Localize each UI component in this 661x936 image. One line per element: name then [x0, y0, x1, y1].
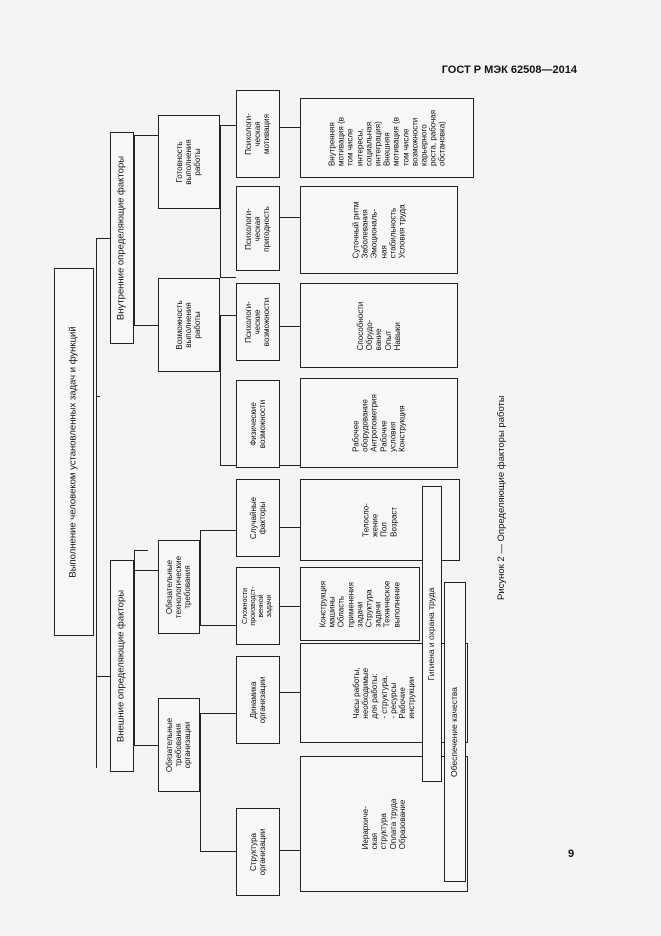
readiness-box: Готовность выполнения работы: [158, 115, 220, 209]
psy-abilities-details-box: Способности Обрудо- вание Опыт Навыки: [300, 283, 458, 368]
figure-caption: Рисунок 2 — Определяющие факторы работы: [496, 395, 507, 600]
internal-factors-box: Внутренние определяющие факторы: [110, 132, 134, 344]
hygiene-bar: Гигиена и охрана труда: [422, 486, 442, 782]
physical-details-box: Рабочее оборудование Антропометрия Рабочие условия Конструкция: [300, 378, 458, 468]
org-requirements-box: Обязательные требования организации: [158, 698, 200, 792]
structure-box: Структура организации: [236, 808, 280, 896]
complexity-details-box: Конструкция машины Область применения задачи Структура задачи Техническое выполнение: [300, 567, 420, 641]
structure-details-box: Иерархиче- ская структура Оплата труда Образование: [300, 756, 468, 892]
random-factors-box: Случайные факторы: [236, 479, 280, 557]
factors-diagram: [40, 60, 490, 890]
dynamics-box: Динамика организации: [236, 656, 280, 744]
quality-bar: Обеспечение качества: [444, 582, 466, 882]
psy-abilities-box: Психологи- ческие возможности: [236, 283, 280, 361]
dynamics-details-box: Часы работы, необходимые для работы: - структура, - ресурсы Рабочие инструкции: [300, 643, 468, 743]
psy-motivation-box: Психологи- ческая мотивация: [236, 90, 280, 178]
random-details-box: Телосло- жение Пол Возраст: [300, 479, 460, 561]
psy-fitness-details-box: Суточный ритм Заболевания Эмоциональ- ная стабильность Условия труда: [300, 186, 458, 274]
ability-box: Возможность выполнения работы: [158, 278, 220, 372]
physical-box: Физические возможности: [236, 380, 280, 468]
tech-requirements-box: Обязательные технологические требования: [158, 540, 200, 634]
standard-header: ГОСТ Р МЭК 62508—2014: [441, 64, 577, 76]
psy-fitness-box: Психологи- ческая пригодность: [236, 186, 280, 271]
external-factors-box: Внешние определяющие факторы: [110, 560, 134, 772]
complexity-box: Сложности производст- венной задачи: [236, 567, 280, 645]
psy-motivation-details-box: Внутренняя мотивация (в том числе интересы, социальная интеграция) Внешняя мотивация (в том числе возможности карьерного роста, рабочая обстановка): [300, 98, 474, 178]
root-box: Выполнение человеком установленных задач и функций: [54, 268, 94, 636]
page-number: 9: [568, 848, 575, 860]
